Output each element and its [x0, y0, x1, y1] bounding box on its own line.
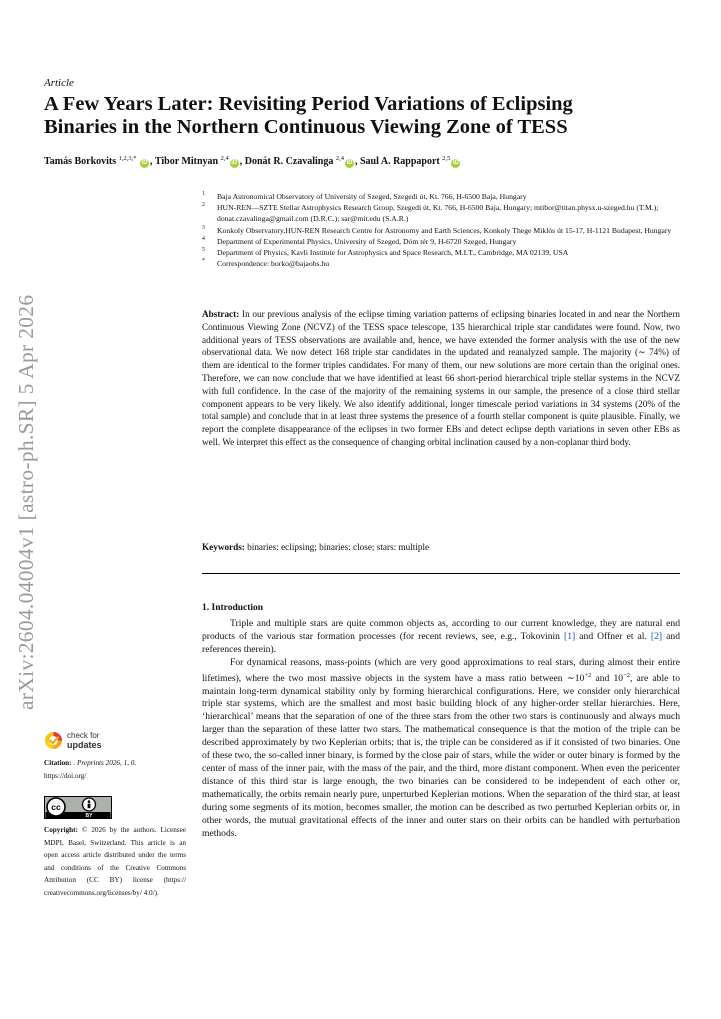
author-name[interactable]: Tamás Borkovits — [44, 156, 117, 167]
check-updates-line-1: check for — [67, 731, 100, 740]
article-type-label: Article — [44, 77, 74, 89]
author-affiliation-marks: 2,4 — [335, 155, 344, 162]
affiliation-text: Konkoly Observatory,HUN-REN Research Centre for Astronomy and Earth Sciences, Konkoly Thege Miklós út 15-17, H-1121 Budapest, Hungary — [217, 225, 672, 235]
cc-text: cc — [51, 802, 61, 812]
citation-block — [44, 757, 194, 782]
affiliation-list — [202, 191, 682, 269]
exponent: −2 — [623, 671, 630, 679]
keywords-label: Keywords: — [202, 542, 245, 552]
author-affiliation-marks: 1,2,3,* — [118, 155, 137, 162]
affiliation-number: 3 — [202, 224, 205, 231]
citation-link[interactable]: [2] — [650, 630, 663, 642]
author-name[interactable]: Tibor Mitnyan — [154, 156, 219, 167]
check-updates-line-2: updates — [67, 740, 102, 750]
affiliation-item — [202, 247, 682, 258]
section-divider — [202, 573, 680, 574]
paragraph-text: , are able to maintain long-term dynamical stability only by forming hierarchical configurations. Here, we consider only hierarchical triple star systems, which are the smallest and most basic building block of any higher-order stellar hierarchies. Here, ‘hierarchical’ means that the separation of one of the three stars from the other two stars is continuously and always much larger than the separation of these latter two stars. The mathematical consequence is that the motion of the triple can be described approximately by two Keplerian orbits; that is, the triple can be considered as if it consisted of two binaries. One of these two, the so-called inner binary, is formed by the close pair of stars, while the wider or outer binary is formed by the center of mass of the inner pair, with the mass of the pair, and the third, more distant component. When even the pericenter distance of this third star is large enough, the two binaries can be considered to be independent of each other or, mathematically, the orbits remain nearly pure, unperturbed Keplerian motions. When the separation of the third star, at least during some segments of its motion, becomes smaller, the motion can be described as two perturbed Keplerian orbits or, in other words, the mutual gravitational effects of the inner and outer stars on their orbits can be handled with perturbation methods. — [202, 672, 680, 839]
affiliation-text: Baja Astronomical Observatory of University of Szeged, Szegedi út, Kt. 766, H-6500 Baja, Hungary — [217, 192, 527, 201]
affiliation-text: Department of Experimental Physics, University of Szeged, Dóm tér 9, H-6720 Szeged, Hungary — [217, 236, 517, 246]
paragraph — [202, 657, 680, 841]
paragraph-text: and Offner et al. — [575, 630, 651, 642]
affiliation-number: 1 — [202, 191, 205, 197]
affiliation-item — [202, 236, 682, 247]
exponent: +2 — [584, 671, 592, 679]
author-affiliation-marks: 2,5 — [442, 155, 451, 162]
keywords-text: binaries: eclipsing; binaries: close; stars: multiple — [244, 542, 430, 552]
doi-link[interactable]: https://doi.org/ — [44, 771, 87, 780]
paragraph-text: and 10 — [591, 672, 624, 684]
correspondence-text[interactable]: Correspondence: borko@bajaobs.hu — [217, 259, 330, 269]
author-name[interactable]: Saul A. Rappaport — [360, 156, 440, 167]
keywords — [202, 542, 680, 552]
check-updates-icon — [44, 731, 63, 750]
author-affiliation-marks: 2,4 — [220, 155, 229, 162]
paragraph-text: For dynamical reasons, mass-points (which are very good approximations to real stars, during almost their entire lifetimes), where the two most massive objects in the system have a mass ratio between ∼10 — [202, 656, 680, 684]
copyright-block — [44, 824, 186, 900]
check-for-updates-badge[interactable] — [44, 729, 174, 759]
cc-by-icon — [44, 796, 112, 819]
paragraph — [202, 618, 680, 657]
author-list: Tamás Borkovits $^{1,2,3,*}$ iD , Tibor Mitnyan $^{2,4}$iD , Donát R. Czavalinga $^{2,4}$iD , Saul A. Rappaport $^{2,5}$iD — [44, 155, 459, 167]
affiliation-number: 4 — [202, 235, 205, 242]
citation-line — [44, 757, 194, 770]
copyright-text: © 2026 by the authors. Licensee MDPI, Basel, Switzerland. This article is an open access article distributed under the terms and conditions of the Creative Commons Attribution (CC BY) license (https:// creativecommons.org/licenses/by/ 4.0/). — [44, 826, 186, 897]
affiliation-item — [202, 191, 682, 202]
affiliation-item — [202, 202, 682, 224]
paragraph-text: and references therein). — [202, 630, 680, 655]
paragraph-text: Triple and multiple stars are quite common objects as, according to our current knowledge, they are natural end products of the various star formation processes (for recent reviews, see, e.g., Tokovinin — [202, 618, 680, 642]
citation-label: Citation: — [44, 759, 72, 767]
affiliation-item — [202, 225, 682, 236]
citation-text: . Preprints 2026, 1, 0. — [71, 759, 137, 767]
introduction-body — [202, 618, 680, 840]
paper-title-line-2: Binaries in the Northern Continuous Viewing Zone of TESS — [44, 116, 568, 138]
affiliation-number: 2 — [202, 202, 205, 209]
orcid-icon[interactable]: iD — [452, 160, 459, 166]
abstract — [202, 308, 680, 449]
abstract-label: Abstract: — [202, 309, 240, 319]
section-heading: 1. Introduction — [202, 603, 264, 613]
orcid-icon[interactable]: iD — [141, 160, 148, 166]
paper-title — [44, 93, 684, 139]
abstract-text: In our previous analysis of the eclipse timing variation patterns of eclipsing binaries located in and near the Northern Continuous Viewing Zone (NCVZ) of the TESS space telescope, 135 hierarchical triple star candidates were found. Now, two additional years of TESS observations are available and, hence, we have extended the former analysis with the use of the new observational data. We now detect 168 triple star candidates in the updated and reanalyzed sample. The majority (∼ 74%) of them are identical to the former triples candidates. For many of them, our new solutions are more certain than the original ones. Therefore, we can now conclude that we have identified at least 66 short-period hierarchical triple stellar systems in the NCVZ with full confidence. In the case of the majority of the remaining systems in our sample, the presence of a close third stellar component appears to be very likely. We also identify additional, longer timescale period variations in 34 systems (20% of the total sample) and conclude that in at least three systems the presence of a fourth stellar component is quite plausible. Finally, we report the complete disappearance of the eclipses in two former EBs and detect eclipse depth variations in seven other EBs as well. We interpret this effect as the consequence of changing orbital inclination caused by a non-coplanar third body. — [202, 309, 680, 447]
orcid-icon[interactable]: iD — [231, 160, 238, 166]
affiliation-text: Department of Physics, Kavli Institute for Astrophysics and Space Research, M.I.T., Cambridge, MA 02139, USA — [217, 248, 569, 258]
affiliation-number: 5 — [202, 247, 205, 254]
citation-link[interactable]: [1] — [564, 630, 576, 642]
author-name[interactable]: Donát R. Czavalinga — [244, 156, 334, 167]
correspondence-item — [202, 258, 682, 269]
cc-by-license-badge[interactable] — [44, 796, 112, 819]
paper-title-line-1: A Few Years Later: Revisiting Period Variations of Eclipsing — [44, 93, 573, 115]
affiliation-text[interactable]: HUN-REN—SZTE Stellar Astrophysics Research Group, Szegedi út, Kt. 766, H-6500 Baja, Hungary; mtibor@titan.physx.u-szeged.hu (T.M.); donat.czavalinga@gmail.com (D.R.C.); sar@mit.edu (S.A.R.) — [217, 203, 659, 224]
orcid-icon[interactable]: iD — [346, 160, 353, 166]
correspondence-mark: * — [202, 258, 205, 265]
by-text: BY — [85, 813, 93, 819]
copyright-label: Copyright: — [44, 826, 78, 834]
arxiv-identifier: arXiv:2604.04004v1 [astro-ph.SR] 5 Apr 2026 — [14, 294, 38, 710]
